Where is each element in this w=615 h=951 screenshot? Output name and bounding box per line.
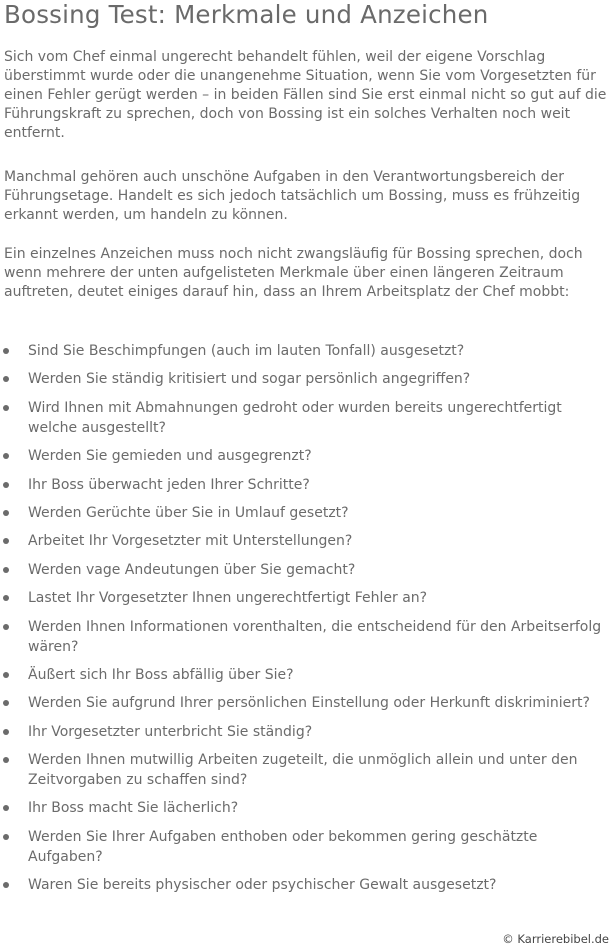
list-item-text: Ihr Vorgesetzter unterbricht Sie ständig?	[28, 723, 313, 740]
bullet-icon	[3, 567, 9, 573]
bullet-icon	[3, 729, 9, 735]
list-item	[0, 446, 615, 466]
list-item	[0, 475, 615, 495]
list-item	[0, 531, 615, 551]
list-item	[0, 503, 615, 523]
list-item-text: Arbeitet Ihr Vorgesetzter mit Unterstellungen?	[28, 533, 353, 550]
list-item	[0, 617, 615, 657]
bullet-icon	[3, 624, 9, 630]
list-item-text: Ihr Boss überwacht jeden Ihrer Schritte?	[28, 476, 310, 493]
bullet-icon	[3, 510, 9, 516]
bullet-icon	[3, 376, 9, 382]
list-item	[0, 827, 615, 867]
page-title: Bossing Test: Merkmale und Anzeichen	[4, 0, 489, 29]
list-item-text: Werden Sie gemieden und ausgegrenzt?	[28, 448, 312, 465]
bullet-icon	[3, 700, 9, 706]
bullet-icon	[3, 882, 9, 888]
intro-paragraph: Sich vom Chef einmal ungerecht behandelt fühlen, weil der eigene Vorschlag überstimmt wurde oder die unangenehme Situation, wenn Sie vom Vorgesetzten für einen Fehler gerügt werden – in beiden Fällen sind Sie erst einmal nicht so gut auf die Führungskraft zu sprechen, doch von Bossing ist ein solches Verhalten noch weit entfernt.	[4, 49, 607, 141]
list-item-text: Lastet Ihr Vorgesetzter Ihnen ungerechtfertigt Fehler an?	[28, 590, 428, 607]
list-item	[0, 875, 615, 895]
list-item-text: Waren Sie bereits physischer oder psychischer Gewalt ausgesetzt?	[28, 877, 497, 894]
list-item	[0, 369, 615, 389]
list-item-text: Werden Gerüchte über Sie in Umlauf gesetzt?	[28, 504, 349, 521]
list-item-text: Werden Sie ständig kritisiert und sogar persönlich angegriffen?	[28, 371, 471, 388]
bullet-icon	[3, 482, 9, 488]
list-item-text: Äußert sich Ihr Boss abfällig über Sie?	[28, 666, 294, 683]
bullet-icon	[3, 405, 9, 411]
list-item-text: Ihr Boss macht Sie lächerlich?	[28, 800, 239, 817]
list-item	[0, 722, 615, 742]
list-item	[0, 798, 615, 818]
bullet-icon	[3, 805, 9, 811]
list-item	[0, 665, 615, 685]
list-item	[0, 560, 615, 580]
list-item-text: Werden vage Andeutungen über Sie gemacht?	[28, 561, 356, 578]
list-item-text: Werden Ihnen mutwillig Arbeiten zugeteilt, die unmöglich allein und unter den Zeitvorgaben zu schaffen sind?	[28, 752, 578, 789]
list-item	[0, 693, 615, 713]
bullet-icon	[3, 595, 9, 601]
second-paragraph: Manchmal gehören auch unschöne Aufgaben in den Verantwortungsbereich der Führungsetage. Handelt es sich jedoch tatsächlich um Bossing, muss es frühzeitig erkannt werden, um handeln zu können.	[4, 169, 581, 223]
list-item-text: Werden Ihnen Informationen vorenthalten, die entscheidend für den Arbeitserfolg wären?	[28, 618, 602, 655]
list-item-text: Wird Ihnen mit Abmahnungen gedroht oder wurden bereits ungerechtfertigt welche ausgestellt?	[28, 399, 562, 436]
third-paragraph: Ein einzelnes Anzeichen muss noch nicht zwangsläufig für Bossing sprechen, doch wenn mehrere der unten aufgelisteten Merkmale über einen längeren Zeitraum auftreten, deutet einiges darauf hin, dass an Ihrem Arbeitsplatz der Chef mobbt:	[4, 246, 583, 300]
list-item-text: Werden Sie aufgrund Ihrer persönlichen Einstellung oder Herkunft diskriminiert?	[28, 695, 590, 712]
list-item	[0, 341, 615, 361]
bullet-icon	[3, 672, 9, 678]
bullet-icon	[3, 538, 9, 544]
list-item-text: Werden Sie Ihrer Aufgaben enthoben oder bekommen gering geschätzte Aufgaben?	[28, 828, 538, 865]
bullet-icon	[3, 834, 9, 840]
copyright-notice: © Karrierebibel.de	[502, 932, 609, 946]
bullet-icon	[3, 757, 9, 763]
bossing-signs-list	[0, 341, 615, 904]
list-item	[0, 750, 615, 790]
list-item	[0, 398, 615, 438]
list-item	[0, 588, 615, 608]
bullet-icon	[3, 348, 9, 354]
list-item-text: Sind Sie Beschimpfungen (auch im lauten Tonfall) ausgesetzt?	[28, 343, 465, 359]
bullet-icon	[3, 453, 9, 459]
